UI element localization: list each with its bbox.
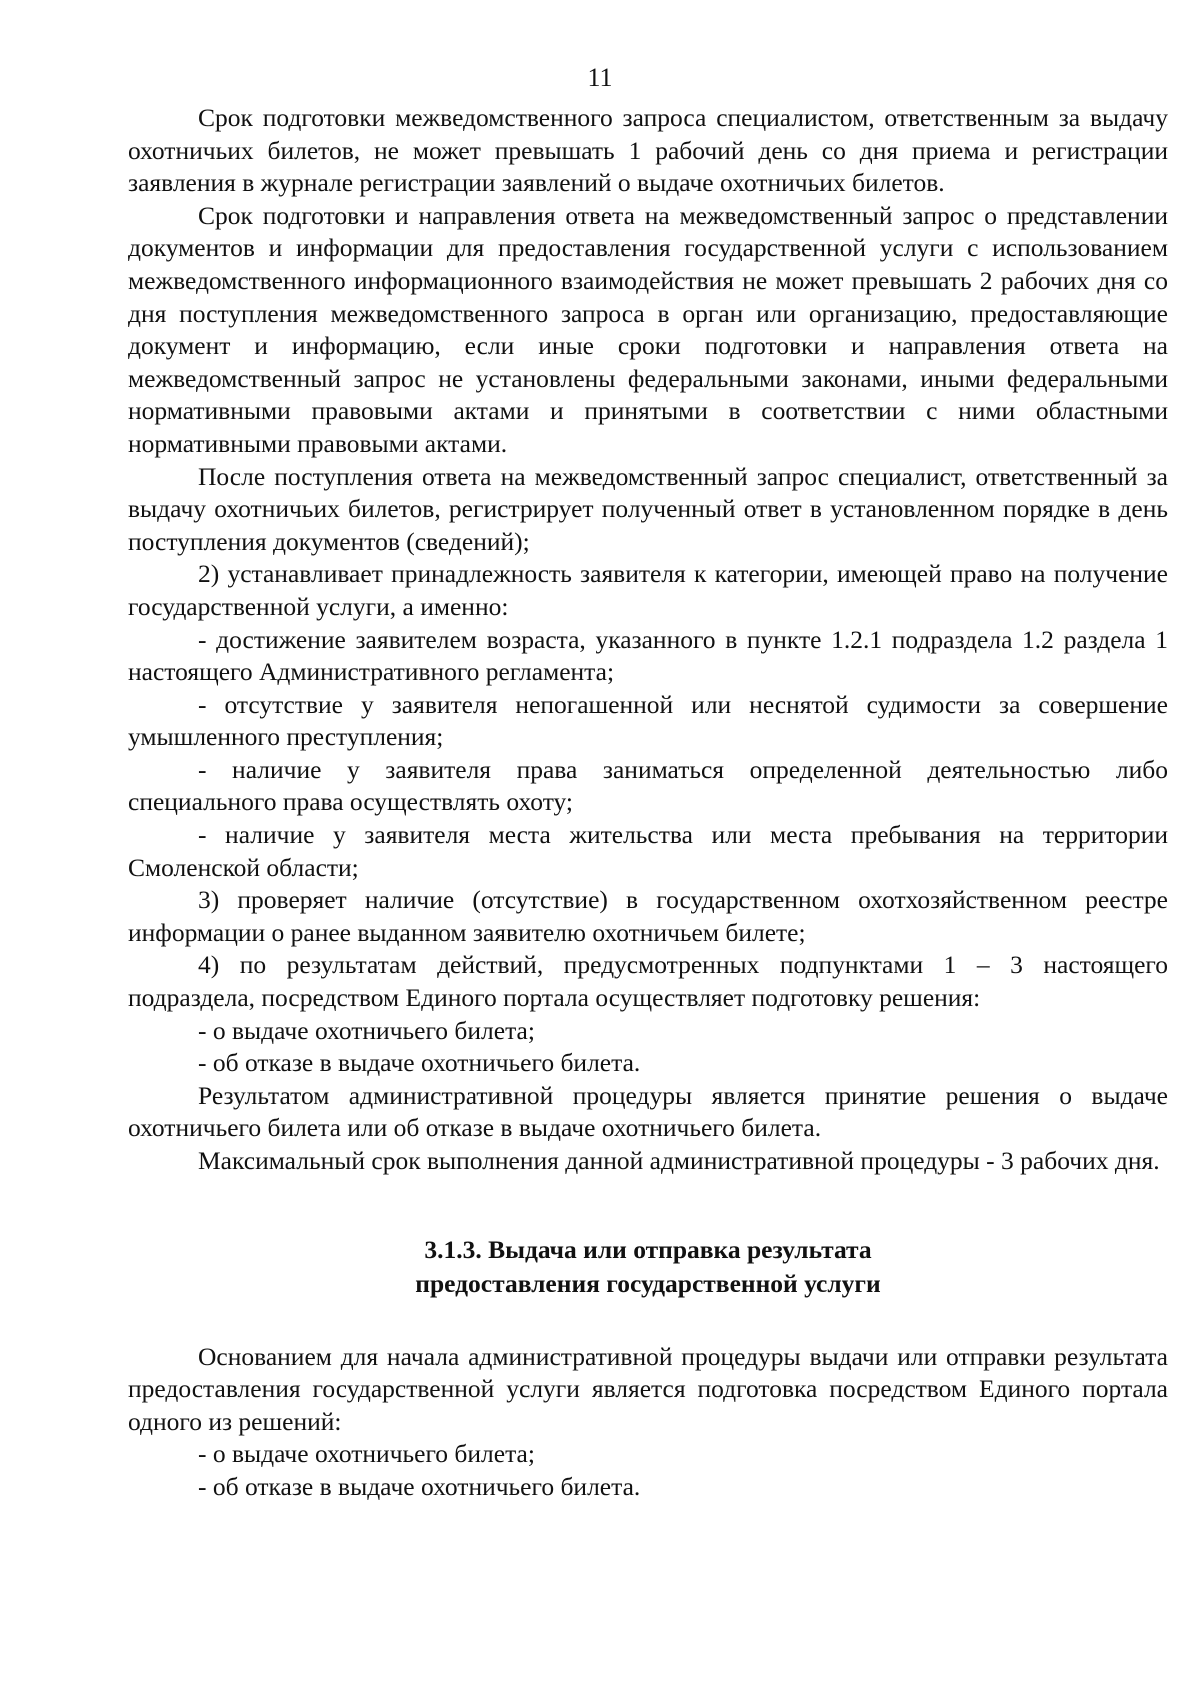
paragraph-bullet-conviction: - отсутствие у заявителя непогашенной или неснятой судимости за совершение умышленного преступления; bbox=[128, 689, 1168, 752]
paragraph-bullet-residence: - наличие у заявителя места жительства или места пребывания на территории Смоленской области; bbox=[128, 820, 1168, 882]
paragraph-basis-bullet-refusal: - об отказе в выдаче охотничьего билета. bbox=[198, 1471, 641, 1501]
paragraph-basis: Основанием для начала административной процедуры выдачи или отправки результата предоставления государственной услуги является подготовка посредством Единого портала одного из решений: bbox=[128, 1341, 1168, 1436]
paragraph-basis-bullet-issue: - о выдаче охотничьего билета; bbox=[198, 1439, 535, 1469]
section-heading-line-2: предоставления государственной услуги bbox=[415, 1268, 881, 1298]
page-number: 11 bbox=[587, 63, 613, 92]
paragraph-item-4: 4) по результатам действий, предусмотренных подпунктами 1 – 3 настоящего подраздела, посредством Единого портала осуществляет подготовку решения: bbox=[128, 950, 1168, 1013]
paragraph-bullet-age: - достижение заявителем возраста, указанного в пункте 1.2.1 подраздела 1.2 раздела 1 настоящего Административного регламента; bbox=[128, 624, 1168, 687]
section-heading-line-1: 3.1.3. Выдача или отправка результата bbox=[424, 1234, 872, 1264]
paragraph-response-deadline: Срок подготовки и направления ответа на межведомственный запрос о представлении документов и информации для предоставления государственной услуги с использованием межведомственного информационного взаимодействия не может превышать 2 рабочих дня со дня поступления межведомственного запроса в орган или организацию, предоставляющие документ и информацию, если иные сроки подготовки и направления ответа на межведомственный запрос не установлены федеральными законами, иными федеральными нормативными правовыми актами и принятыми в соответствии с ними областными нормативными правовыми актами. bbox=[128, 200, 1168, 458]
paragraph-bullet-issue: - о выдаче охотничьего билета; bbox=[198, 1015, 535, 1045]
paragraph-bullet-right: - наличие у заявителя права заниматься определенной деятельностью либо специального права осуществлять охоту; bbox=[128, 754, 1168, 817]
paragraph-item-3: 3) проверяет наличие (отсутствие) в государственном охотхозяйственном реестре информации о ранее выданном заявителю охотничьем билете; bbox=[128, 885, 1168, 947]
paragraph-item-2: 2) устанавливает принадлежность заявителя к категории, имеющей право на получение государственной услуги, а именно: bbox=[128, 559, 1168, 621]
section-heading bbox=[128, 1233, 1168, 1301]
paragraph-request-deadline: Срок подготовки межведомственного запроса специалистом, ответственным за выдачу охотничьих билетов, не может превышать 1 рабочий день со дня приема и регистрации заявления в журнале регистрации заявлений о выдаче охотничьих билетов. bbox=[128, 103, 1168, 198]
paragraph-result: Результатом административной процедуры является принятие решения о выдаче охотничьего билета или об отказе в выдаче охотничьего билета. bbox=[128, 1080, 1168, 1143]
paragraph-max-term: Максимальный срок выполнения данной административной процедуры - 3 рабочих дня. bbox=[198, 1146, 1160, 1175]
paragraph-after-response: После поступления ответа на межведомственный запрос специалист, ответственный за выдачу охотничьих билетов, регистрирует полученный ответ в установленном порядке в день поступления документов (сведений); bbox=[128, 461, 1168, 556]
paragraph-bullet-refusal: - об отказе в выдаче охотничьего билета. bbox=[198, 1048, 641, 1078]
document-body bbox=[128, 102, 1168, 1504]
